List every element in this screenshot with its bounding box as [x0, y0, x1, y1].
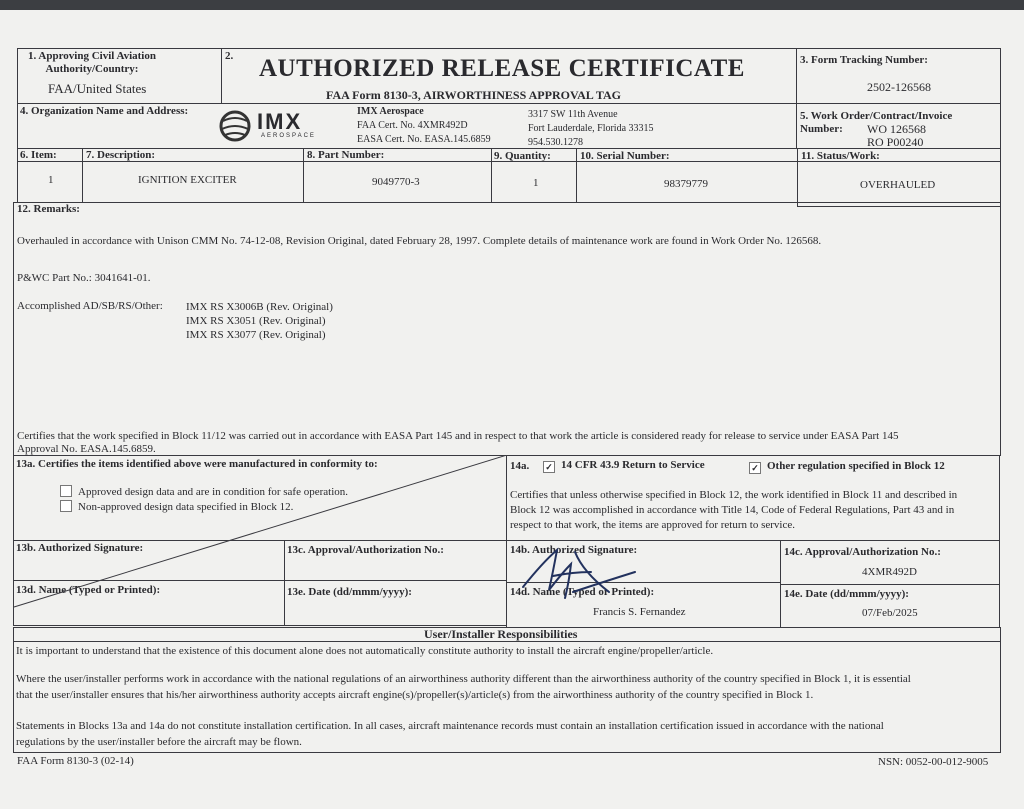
block-14a-option-other — [749, 460, 945, 474]
quantity-value: 1 — [533, 177, 539, 189]
block-8-value — [303, 161, 492, 203]
block-12-remarks — [13, 202, 1001, 456]
other-regulation-checkbox[interactable]: ✓ — [749, 462, 761, 474]
block-2-label: 2. — [225, 50, 234, 62]
status-value: OVERHAULED — [860, 179, 936, 191]
responsibilities-paragraph-1: It is important to understand that the existence of this document alone does not automatically constitute authority to install the aircraft engine/propeller/article. — [16, 645, 714, 657]
org-name: IMX Aerospace — [357, 106, 424, 117]
block-14a-cert-line-2: Block 12 was accomplished in accordance with Title 14, Code of Federal Regulations, Part 43 and in — [510, 504, 955, 516]
description-value: IGNITION EXCITER — [138, 174, 237, 186]
block-13c-label: 13c. Approval/Authorization No.: — [287, 544, 444, 556]
block-14c-value: 4XMR492D — [862, 566, 918, 578]
repair-order-number: RO P00240 — [867, 135, 924, 149]
cfr-43-9-checkbox[interactable]: ✓ — [543, 461, 555, 473]
block-13e-label: 13e. Date (dd/mmm/yyyy): — [287, 586, 412, 598]
document-subtitle: FAA Form 8130-3, AIRWORTHINESS APPROVAL TAG — [326, 88, 621, 102]
item-column-label: 6. Item: — [20, 149, 57, 161]
block-13b-label: 13b. Authorized Signature: — [16, 542, 144, 554]
block-14b-label: 14b. Authorized Signature: — [510, 544, 638, 556]
block-5 — [796, 103, 1001, 149]
remarks-label: 12. Remarks: — [17, 203, 80, 215]
work-order-number: WO 126568 — [867, 122, 926, 136]
remarks-ad-label: Accomplished AD/SB/RS/Other: — [17, 300, 163, 312]
block-14a-option-cfr — [543, 459, 705, 473]
block-1 — [17, 48, 222, 104]
responsibilities-paragraph-2b: that the user/installer ensures that his/her airworthiness authority accepts aircraft engine(s)/propeller(s)/article(s) from the airworthiness authority of the country specified in Block 1. — [16, 689, 814, 701]
remarks-ad-3: IMX RS X3077 (Rev. Original) — [186, 329, 326, 341]
block-14c — [780, 540, 1000, 585]
block-2 — [221, 48, 797, 104]
part-number-value: 9049770-3 — [372, 176, 420, 188]
approved-design-label: Approved design data and are in condition for safe operation. — [78, 486, 349, 498]
block-14d-value: Francis S. Fernandez — [593, 606, 686, 618]
block-14a-cert-line-3: respect to that work, the items are approved for return to service. — [510, 519, 795, 531]
block-14e — [780, 584, 1000, 628]
form-tracking-number: 2502-126568 — [867, 80, 931, 94]
block-7-value — [82, 161, 304, 203]
footer-nsn: NSN: 0052-00-012-9005 — [878, 756, 989, 768]
block-14e-label: 14e. Date (dd/mmm/yyyy): — [784, 588, 909, 600]
remarks-ad-2: IMX RS X3051 (Rev. Original) — [186, 315, 326, 327]
other-regulation-label: Other regulation specified in Block 12 — [767, 460, 945, 472]
imx-logo-sub: AEROSPACE — [261, 133, 316, 139]
block-10-value — [576, 161, 798, 203]
block-3-label: 3. Form Tracking Number: — [800, 54, 928, 66]
non-approved-design-label: Non-approved design data specified in Block 12. — [78, 501, 294, 513]
cfr-43-9-label: 14 CFR 43.9 Return to Service — [561, 459, 705, 471]
block-1-label: 1. Approving Civil Aviation Authority/Country: — [28, 50, 156, 75]
remarks-easa-line-1: Certifies that the work specified in Block 11/12 was carried out in accordance with EASA Part 145 and in respect to that work the article is considered ready for release to service under EASA Part 145 — [17, 430, 899, 442]
block-3 — [796, 48, 1001, 104]
block-5-label: 5. Work Order/Contract/Invoice — [800, 110, 953, 122]
imx-logo — [215, 109, 333, 143]
block-5-number-label: Number: — [800, 123, 843, 135]
block-10-header — [576, 148, 798, 162]
imx-globe-icon — [215, 109, 255, 143]
block-8-header — [303, 148, 492, 162]
responsibilities-title: User/Installer Responsibilities — [424, 627, 578, 641]
signature-mark — [513, 542, 643, 602]
block-14e-value: 07/Feb/2025 — [862, 607, 918, 619]
org-address-1: 3317 SW 11th Avenue — [528, 109, 618, 120]
block-4 — [17, 103, 797, 149]
remarks-easa-line-2: Approval No. EASA.145.6859. — [17, 443, 156, 455]
block-14d-label: 14d. Name (Typed or Printed): — [510, 586, 655, 598]
block-11-value — [797, 161, 1001, 207]
block-9-value — [491, 161, 577, 203]
block-7-header — [82, 148, 304, 162]
imx-logo-text: IMX — [257, 109, 303, 134]
block-13-strike-line — [13, 455, 507, 626]
org-phone: 954.530.1278 — [528, 137, 583, 148]
footer-form-number: FAA Form 8130-3 (02-14) — [17, 755, 134, 767]
block-14a-cert-line-1: Certifies that unless otherwise specified in Block 12, the work identified in Block 11 and described in — [510, 489, 958, 501]
org-easa-cert: EASA Cert. No. EASA.145.6859 — [357, 134, 491, 145]
block-6-value — [17, 161, 83, 203]
block-13a-label: 13a. Certifies the items identified above were manufactured in conformity to: — [16, 458, 378, 470]
block-13d-label: 13d. Name (Typed or Printed): — [16, 584, 161, 596]
quantity-column-label: 9. Quantity: — [494, 150, 551, 162]
part-number-column-label: 8. Part Number: — [307, 149, 385, 161]
responsibilities-paragraph-3a: Statements in Blocks 13a and 14a do not constitute installation certification. In all cases, aircraft maintenance records must contain an installation certification issued in accordance with the national — [16, 720, 884, 732]
responsibilities-divider — [14, 641, 1000, 642]
item-value: 1 — [48, 174, 54, 186]
serial-number-column-label: 10. Serial Number: — [580, 150, 670, 162]
block-14c-label: 14c. Approval/Authorization No.: — [784, 546, 941, 558]
document-title: AUTHORIZED RELEASE CERTIFICATE — [259, 55, 745, 82]
status-column-label: 11. Status/Work: — [801, 150, 880, 162]
responsibilities-paragraph-2a: Where the user/installer performs work in accordance with the national regulations of an airworthiness authority different than the airworthiness authority of the country specified in Block 1, it is essential — [16, 673, 911, 685]
remarks-pwc-part: P&WC Part No.: 3041641-01. — [17, 272, 151, 284]
block-6-header — [17, 148, 83, 162]
block-14a-label: 14a. — [510, 460, 530, 472]
org-faa-cert: FAA Cert. No. 4XMR492D — [357, 120, 468, 131]
block-14a — [506, 455, 1000, 541]
remarks-ad-1: IMX RS X3006B (Rev. Original) — [186, 301, 333, 313]
responsibilities-paragraph-3b: regulations by the user/installer before the aircraft may be flown. — [16, 736, 302, 748]
user-installer-responsibilities — [13, 627, 1001, 753]
block-4-label: 4. Organization Name and Address: — [20, 105, 189, 117]
block-9-header — [491, 148, 577, 162]
org-address-2: Fort Lauderdale, Florida 33315 — [528, 123, 654, 134]
block-11-header — [797, 148, 1001, 162]
description-column-label: 7. Description: — [86, 149, 156, 161]
block-1-value: FAA/United States — [48, 81, 147, 96]
remarks-overhaul-line: Overhauled in accordance with Unison CMM No. 74-12-08, Revision Original, dated February 28, 1997. Complete details of maintenance work are found in Work Order No. 126568. — [17, 235, 822, 247]
serial-number-value: 98379779 — [664, 178, 708, 190]
